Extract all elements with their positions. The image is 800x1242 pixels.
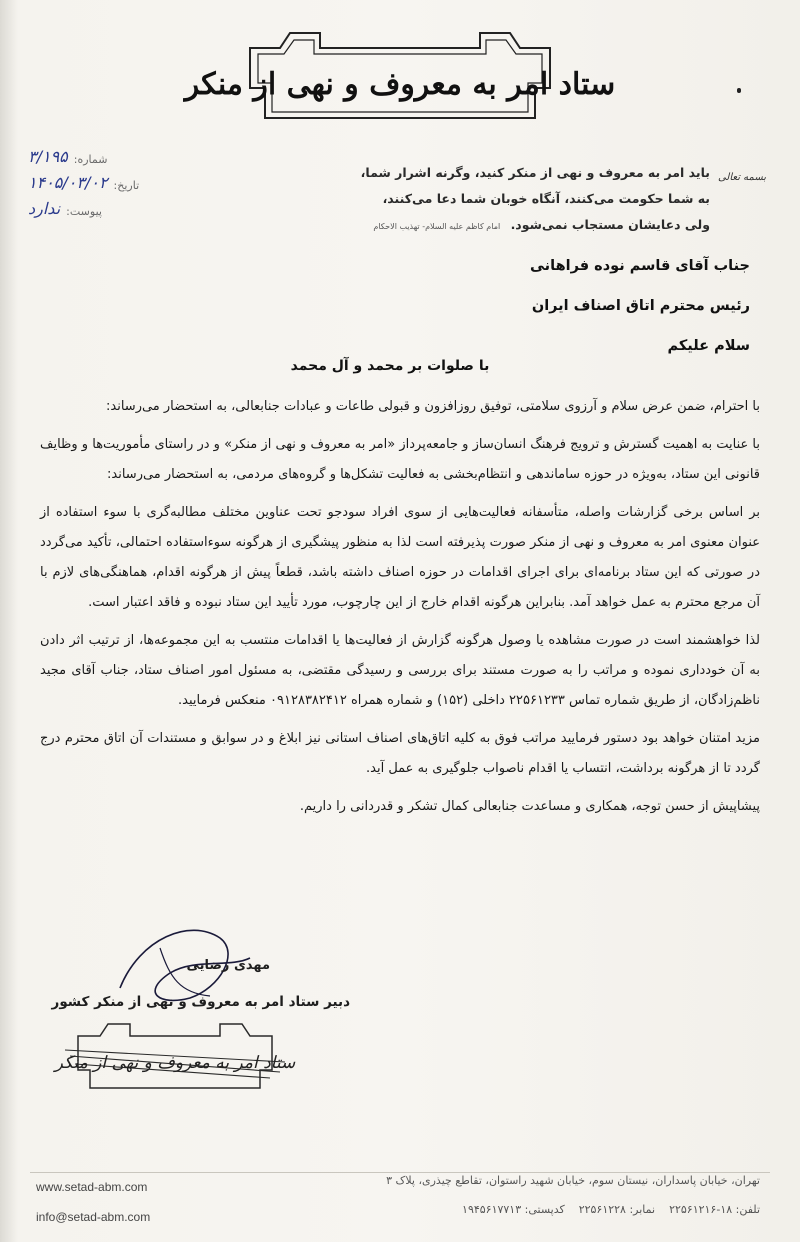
organization-logo: [184, 28, 616, 138]
logo-text: ستاد امر به معروف و نهی از منکر: [184, 67, 616, 102]
hadith-line: ولی دعایشان مستجاب نمی‌شود.: [510, 217, 710, 232]
body-paragraph: با احترام، ضمن عرض سلام و آرزوی سلامتی، توفیق روزافزون و قبولی طاعات و عبادات جنابعالی، به استحضار می‌رساند:: [106, 399, 760, 414]
signatory-name: مهدی رضایی: [186, 958, 270, 973]
signatory-title: دبیر ستاد امر به معروف و نهی از منکر کشور: [51, 994, 350, 1010]
bismillah-text: بسمه تعالی: [717, 172, 767, 183]
greeting: سلام علیکم: [667, 338, 750, 354]
footer-divider: [30, 1172, 770, 1173]
letter-meta: [28, 140, 188, 218]
body-paragraph: بر اساس برخی گزارشات واصله، متأسفانه فعالیت‌هایی از سوی افراد سودجو تحت عناوین مختلف مطالبه‌گری با سوء استفاده از عنوان معنوی امر به معروف و نهی از منکر صورت پذیرفته است لذا به منظور پیشگیری از هرگونه سوءاستفاده احتمالی، تأکید می‌گردد در صورتی که این ستاد برنامه‌ای برای اجرای اقدامات در حوزه اصناف داشته باشد، قطعاً پیش از هرگونه اقدام، هماهنگی‌های لازم با آن مرجع محترم به عمل خواهد آمد. بنابراین هرگونه اقدام خارج از این چارچوب، مورد تأیید این ستاد نبوده و فاقد اعتبار است.: [40, 505, 760, 610]
meta-number-row: [28, 140, 188, 166]
footer-email[interactable]: info@setad-abm.com: [36, 1210, 151, 1224]
stamp-text: ستاد امر به معروف و نهی از منکر: [54, 1053, 296, 1073]
addressee-title: رئیس محترم اتاق اصناف ایران: [531, 298, 750, 314]
addressee-block: [350, 246, 750, 366]
hadith-line: باید امر به معروف و نهی از منکر کنید، وگرنه اشرار شما،: [360, 165, 710, 180]
body-paragraph: لذا خواهشمند است در صورت مشاهده یا وصول هرگونه گزارش از فعالیت‌ها یا اقدامات منتسب به این مجموعه‌ها، از ترتیب اثر دادن به آن خودداری نموده و مراتب را به صورت مستند برای بررسی و رسیدگی مقتضی، به مسئول امور اصناف ستاد، جناب آقای مجید ناظم‌زادگان، از طریق شماره تماس ۲۲۵۶۱۲۳۳ داخلی (۱۵۲) و شماره همراه ۰۹۱۲۸۳۸۲۴۱۲ منعکس فرمایید.: [40, 633, 760, 708]
body-paragraph: مزید امتنان خواهد بود دستور فرمایید مراتب فوق به کلیه اتاق‌های اصناف استانی نیز ابلاغ و در سوابق و مستندات آن اتاق محترم درج گردد تا از هرگونه برداشت، انتساب یا اقدام ناصواب جلوگیری به عمل آید.: [40, 731, 760, 776]
letter-body: [40, 392, 760, 830]
body-paragraph: با عنایت به اهمیت گسترش و ترویج فرهنگ انسان‌ساز و جامعه‌پرداز «امر به معروف و نهی از منکر» و در راستای مأموریت‌ها و وظایف قانونی این ستاد، به‌ویژه در حوزه ساماندهی و انتظام‌بخشی به فعالیت تشکل‌ها و گروه‌های مردمی، به استحضار می‌رساند:: [40, 437, 760, 482]
meta-attachment-row: [28, 192, 188, 218]
body-paragraph: پیشاپیش از حسن توجه، همکاری و مساعدت جنابعالی کمال تشکر و قدردانی را داریم.: [299, 799, 760, 814]
bismillah-mark: [714, 150, 770, 198]
footer-fax: نمابر: ۲۲۵۶۱۲۲۸: [578, 1203, 656, 1216]
attachment-label: پیوست:: [66, 205, 102, 218]
footer-website[interactable]: www.setad-abm.com: [36, 1180, 148, 1194]
addressee-name: جناب آقای قاسم نوده فراهانی: [530, 258, 750, 274]
number-label: شماره:: [73, 153, 108, 166]
number-value: ۳/۱۹۵: [28, 147, 68, 166]
date-label: تاریخ:: [113, 179, 140, 192]
hadith-quote: [290, 160, 710, 240]
meta-date-row: [28, 166, 188, 192]
footer-contact-row: [462, 1203, 760, 1216]
ink-dot: [737, 88, 741, 93]
salawat-line: با صلوات بر محمد و آل محمد: [290, 358, 490, 374]
official-stamp: [54, 1020, 296, 1092]
hadith-line: به شما حکومت می‌کنند، آنگاه خوبان شما دعا می‌کنند،: [382, 191, 710, 206]
footer-postal: کدپستی: ۱۹۴۵۶۱۷۷۱۳: [462, 1203, 565, 1216]
attachment-value: ندارد: [28, 199, 61, 218]
hadith-line-last: [290, 212, 710, 240]
hadith-reference: امام کاظم علیه السلام- تهذیب الاحکام: [373, 222, 501, 231]
footer-phone: تلفن: ۱۸-۲۲۵۶۱۲۱۶: [669, 1203, 760, 1216]
date-value: ۱۴۰۵/۰۳/۰۲: [28, 173, 108, 192]
footer-address: تهران، خیابان پاسداران، نیستان سوم، خیابان شهید راستوان، تقاطع چیذری، پلاک ۳: [386, 1174, 760, 1187]
